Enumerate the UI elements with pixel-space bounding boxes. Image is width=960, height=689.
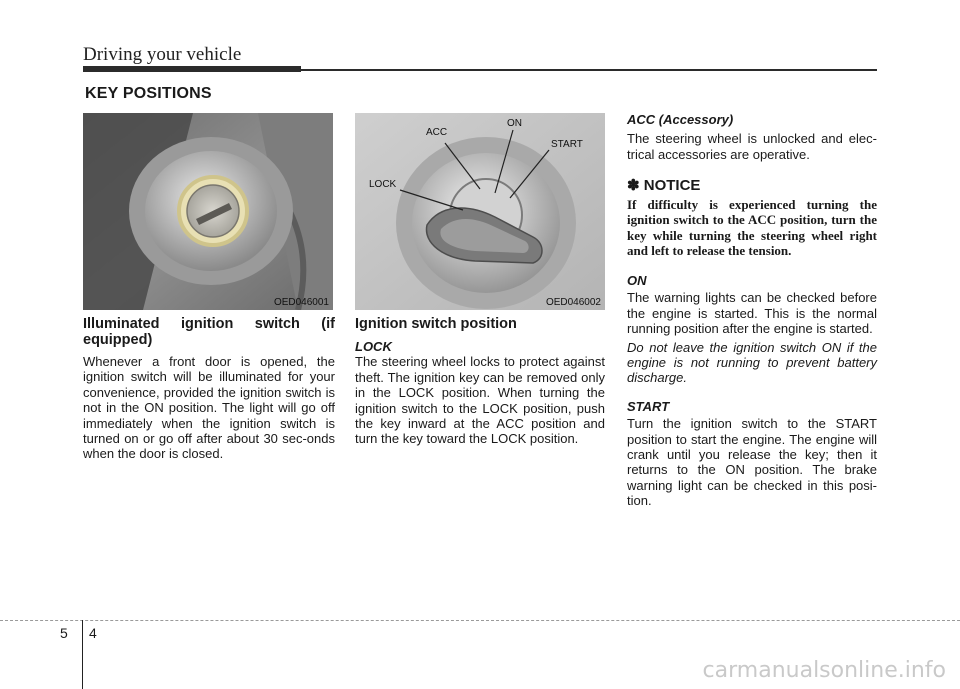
chapter-number: 5	[60, 625, 68, 641]
notice-icon: ✽	[627, 177, 640, 195]
figure-illuminated-switch	[83, 113, 333, 310]
illuminated-ignition-switch-photo	[83, 113, 333, 310]
heading-ignition-position: Ignition switch position	[355, 316, 517, 332]
footer-rule	[0, 620, 960, 621]
notice-title: NOTICE	[643, 177, 701, 195]
figure-ignition-positions	[355, 113, 605, 310]
footer-divider	[82, 620, 83, 689]
header-rule-thin	[301, 69, 877, 71]
column-illuminated-switch	[83, 316, 335, 462]
text-start-position: Turn the ignition switch to the START position to start the engine. The engine will crank until you release the key; then it returns to the ON position. The brake warning light can be checked in this posi-tion.	[627, 416, 877, 509]
label-start-position: START	[627, 398, 670, 414]
label-lock: LOCK	[369, 179, 397, 190]
column-positions	[627, 112, 877, 509]
text-acc-position: The steering wheel is unlocked and elec-trical accessories are operative.	[627, 131, 877, 162]
text-lock-position: The steering wheel locks to protect against theft. The ignition key can be removed only in the LOCK position. When turning the ignition switch to the LOCK position, push the key inward at the ACC position and turn the key toward the LOCK position.	[355, 354, 605, 447]
text-illuminated-switch: Whenever a front door is opened, the ignition switch will be illuminated for your convenience, provided the ignition switch is not in the ON position. The light will go off immediately when the ignition switch is turned on or go off after about 30 sec-onds when the door is closed.	[83, 354, 335, 462]
section-title: KEY POSITIONS	[85, 85, 212, 102]
label-start: START	[551, 139, 583, 150]
column-ignition-position	[355, 316, 605, 447]
heading-illuminated-switch: Illuminated ignition switch (if equipped)	[83, 316, 335, 348]
chapter-header: Driving your vehicle	[83, 44, 242, 65]
figure-code: OED046001	[273, 297, 329, 308]
ignition-positions-diagram	[355, 113, 605, 310]
figure-code: OED046002	[545, 297, 601, 308]
label-lock-position: LOCK	[355, 339, 392, 354]
notice-text: If difficulty is experienced turning the ignition switch to the ACC position, turn the key while turning the steering wheel right and left to release the tension.	[627, 196, 877, 259]
notice-heading	[627, 178, 877, 193]
header-rule-thick	[83, 66, 301, 72]
label-on: ON	[507, 118, 522, 129]
label-on-position: ON	[627, 273, 647, 288]
page-number: 4	[89, 625, 97, 641]
warning-on-position: Do not leave the ignition switch ON if the engine is not running to prevent battery discharge.	[627, 339, 877, 386]
watermark: carmanualsonline.info	[702, 658, 946, 683]
label-acc: ACC	[426, 127, 448, 138]
label-acc-position: ACC (Accessory)	[627, 112, 734, 127]
text-on-position: The warning lights can be checked before the engine is started. This is the normal running position after the engine is started.	[627, 290, 877, 337]
